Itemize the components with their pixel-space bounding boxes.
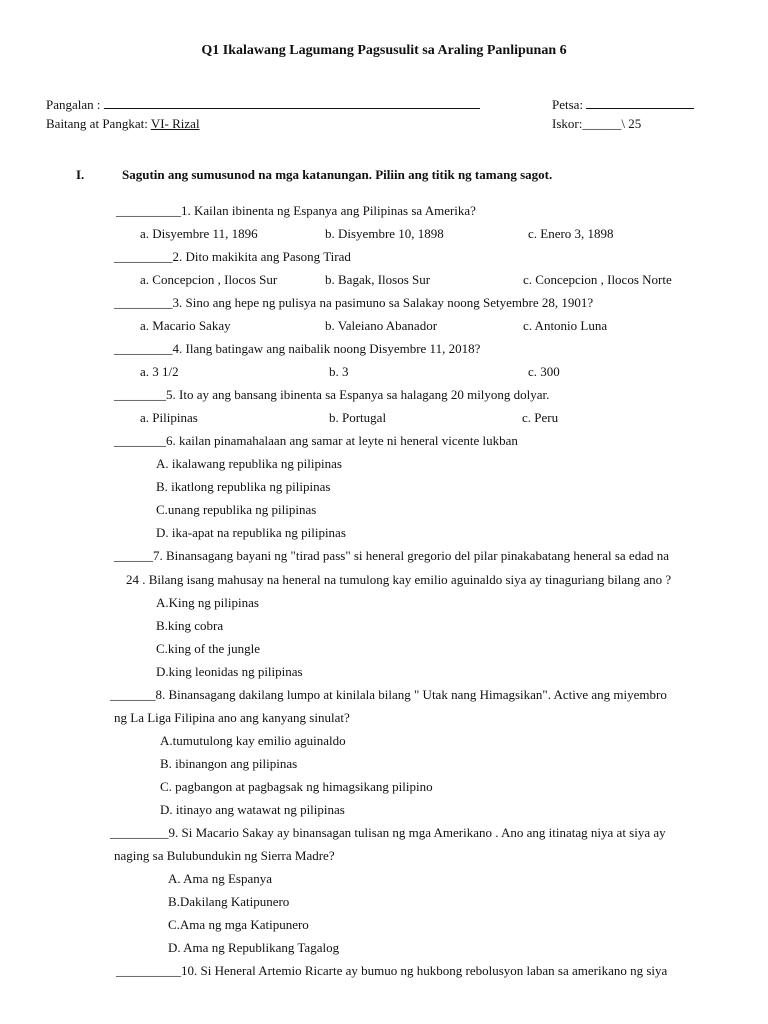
- section-number: I.: [76, 167, 85, 182]
- question-8: _______8. Binansagang dakilang lumpo at kinilala bilang " Utak nang Himagsikan". Active ang miyembro: [110, 687, 667, 702]
- q5-choice-b: b. Portugal: [329, 410, 387, 425]
- q1-choice-b: b. Disyembre 10, 1898: [325, 226, 444, 241]
- date-blank[interactable]: [586, 97, 694, 109]
- grade-label: Baitang at Pangkat:: [46, 116, 148, 131]
- q4-choice-c: c. 300: [528, 364, 560, 379]
- q3-choice-c: c. Antonio Luna: [523, 318, 608, 333]
- date-label: Petsa:: [552, 97, 584, 112]
- q7-choice-a: A.King ng pilipinas: [156, 595, 259, 610]
- q8-choice-b: B. ibinangon ang pilipinas: [160, 756, 298, 771]
- q8-choice-a: A.tumutulong kay emilio aguinaldo: [160, 733, 346, 748]
- q9-choice-c: C.Ama ng mga Katipunero: [168, 917, 309, 932]
- section-instruction: Sagutin ang sumusunod na mga katanungan. Piliin ang titik ng tamang sagot.: [122, 167, 553, 182]
- question-9: _________9. Si Macario Sakay ay binansagan tulisan ng mga Amerikano . Ano ang itinatag niya at siya ay: [110, 825, 666, 840]
- q6-choice-d: D. ika-apat na republika ng pilipinas: [156, 525, 346, 540]
- name-blank[interactable]: [104, 97, 480, 109]
- question-6: ________6. kailan pinamahalaan ang samar at leyte ni heneral vicente lukban: [114, 433, 518, 448]
- name-label: Pangalan :: [46, 97, 101, 112]
- question-10: __________10. Si Heneral Artemio Ricarte ay bumuo ng hukbong rebolusyon laban sa amerikano ng siya: [116, 963, 668, 978]
- score-field: Iskor:______\ 25: [552, 116, 642, 131]
- grade-row: [46, 116, 200, 132]
- question-4: _________4. Ilang batingaw ang naibalik noong Disyembre 11, 2018?: [114, 341, 481, 356]
- q2-choice-b: b. Bagak, Ilosos Sur: [325, 272, 431, 287]
- q1-choice-a: a. Disyembre 11, 1896: [140, 226, 258, 241]
- q8-choice-c: C. pagbangon at pagbagsak ng himagsikang pilipino: [160, 779, 433, 794]
- question-9-cont: naging sa Bulubundukin ng Sierra Madre?: [114, 848, 335, 863]
- q2-choice-c: c. Concepcion , Ilocos Norte: [523, 272, 672, 287]
- q4-choice-b: b. 3: [329, 364, 349, 379]
- q4-choice-a: a. 3 1/2: [140, 364, 179, 379]
- question-7: ______7. Binansagang bayani ng "tirad pass" si heneral gregorio del pilar pinakabatang heneral sa edad na: [114, 548, 669, 563]
- q3-choice-b: b. Valeiano Abanador: [325, 318, 438, 333]
- q6-choice-c: C.unang republika ng pilipinas: [156, 502, 317, 517]
- name-row: [46, 97, 480, 113]
- q3-choice-a: a. Macario Sakay: [140, 318, 231, 333]
- q6-choice-a: A. ikalawang republika ng pilipinas: [156, 456, 342, 471]
- q7-choice-c: C.king of the jungle: [156, 641, 260, 656]
- q2-choice-a: a. Concepcion , Ilocos Sur: [140, 272, 278, 287]
- q9-choice-a: A. Ama ng Espanya: [168, 871, 272, 886]
- question-2: _________2. Dito makikita ang Pasong Tirad: [114, 249, 351, 264]
- question-1: __________1. Kailan ibinenta ng Espanya ang Pilipinas sa Amerika?: [116, 203, 476, 218]
- question-8-cont: ng La Liga Filipina ano ang kanyang sinulat?: [114, 710, 350, 725]
- q9-choice-b: B.Dakilang Katipunero: [168, 894, 290, 909]
- q8-choice-d: D. itinayo ang watawat ng pilipinas: [160, 802, 345, 817]
- question-5: ________5. Ito ay ang bansang ibinenta sa Espanya sa halagang 20 milyong dolyar.: [114, 387, 550, 402]
- grade-value: VI- Rizal: [150, 116, 200, 131]
- date-row: [552, 97, 694, 113]
- q6-choice-b: B. ikatlong republika ng pilipinas: [156, 479, 331, 494]
- q7-choice-b: B.king cobra: [156, 618, 224, 633]
- q5-choice-a: a. Pilipinas: [140, 410, 198, 425]
- question-7-cont: 24 . Bilang isang mahusay na heneral na tumulong kay emilio aguinaldo siya ay tinaguriang bilang ano ?: [126, 572, 672, 587]
- q5-choice-c: c. Peru: [522, 410, 559, 425]
- q9-choice-d: D. Ama ng Republikang Tagalog: [168, 940, 340, 955]
- page-title: Q1 Ikalawang Lagumang Pagsusulit sa Araling Panlipunan 6: [201, 43, 567, 58]
- q7-choice-d: D.king leonidas ng pilipinas: [156, 664, 303, 679]
- q1-choice-c: c. Enero 3, 1898: [528, 226, 614, 241]
- question-3: _________3. Sino ang hepe ng pulisya na pasimuno sa Salakay noong Setyembre 28, 1901?: [114, 295, 594, 310]
